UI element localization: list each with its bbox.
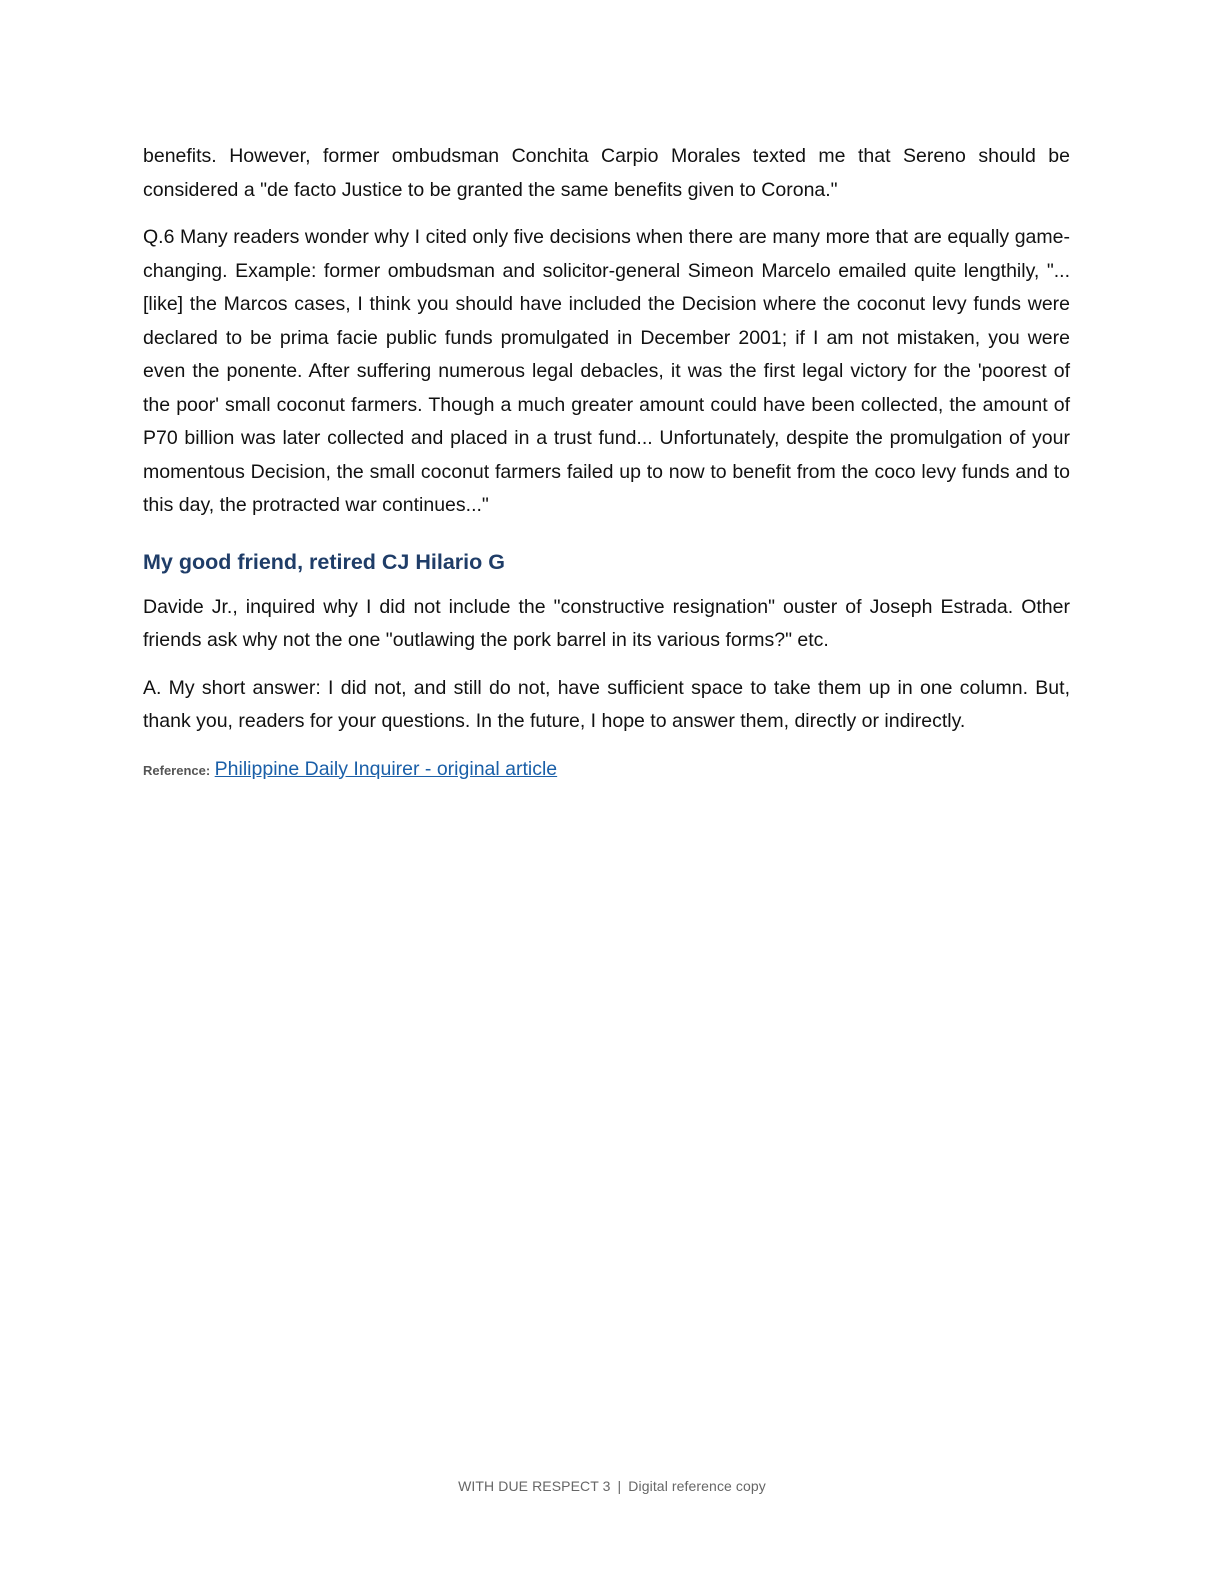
reference-label: Reference: [143, 762, 211, 778]
document-page [143, 140, 1070, 785]
page-footer [0, 1478, 1224, 1494]
reference-link[interactable]: Philippine Daily Inquirer - original article [214, 757, 558, 780]
body-paragraph-q6: Q.6 Many readers wonder why I cited only five decisions when there are many more that are equally game-changing. Example: former ombudsman and solicitor-general Simeon Marcelo emailed quite lengthily, "... [like] the Marcos cases, I think you should have included the Decision where the coconut levy funds were declared to be prima facie public funds promulgated in December 2001; if I am not mistaken, you were even the ponente. After suffering numerous legal debacles, it was the first legal victory for the 'poorest of the poor' small coconut farmers. Though a much greater amount could have been collected, the amount of P70 billion was later collected and placed in a trust fund... Unfortunately, despite the promulgation of your momentous Decision, the small coconut farmers failed up to now to benefit from the coco levy funds and to this day, the protracted war continues..." [143, 226, 1070, 516]
reference-line [143, 755, 1070, 785]
section-heading: My good friend, retired CJ Hilario G [143, 549, 505, 574]
body-paragraph-answer: A. My short answer: I did not, and still do not, have sufficient space to take them up in one column. But, thank you, readers for your questions. In the future, I hope to answer them, directly or indirectly. [143, 676, 1070, 732]
body-paragraph-benefits: benefits. However, former ombudsman Conchita Carpio Morales texted me that Sereno should be considered a "de facto Justice to be granted the same benefits given to Corona." [143, 145, 1070, 201]
body-paragraph-davide: Davide Jr., inquired why I did not include the "constructive resignation" ouster of Joseph Estrada. Other friends ask why not the one "outlawing the pork barrel in its various forms?" etc. [143, 595, 1070, 651]
footer-separator: | [617, 1478, 622, 1494]
footer-note: Digital reference copy [628, 1478, 766, 1494]
footer-title: WITH DUE RESPECT 3 [458, 1478, 611, 1494]
